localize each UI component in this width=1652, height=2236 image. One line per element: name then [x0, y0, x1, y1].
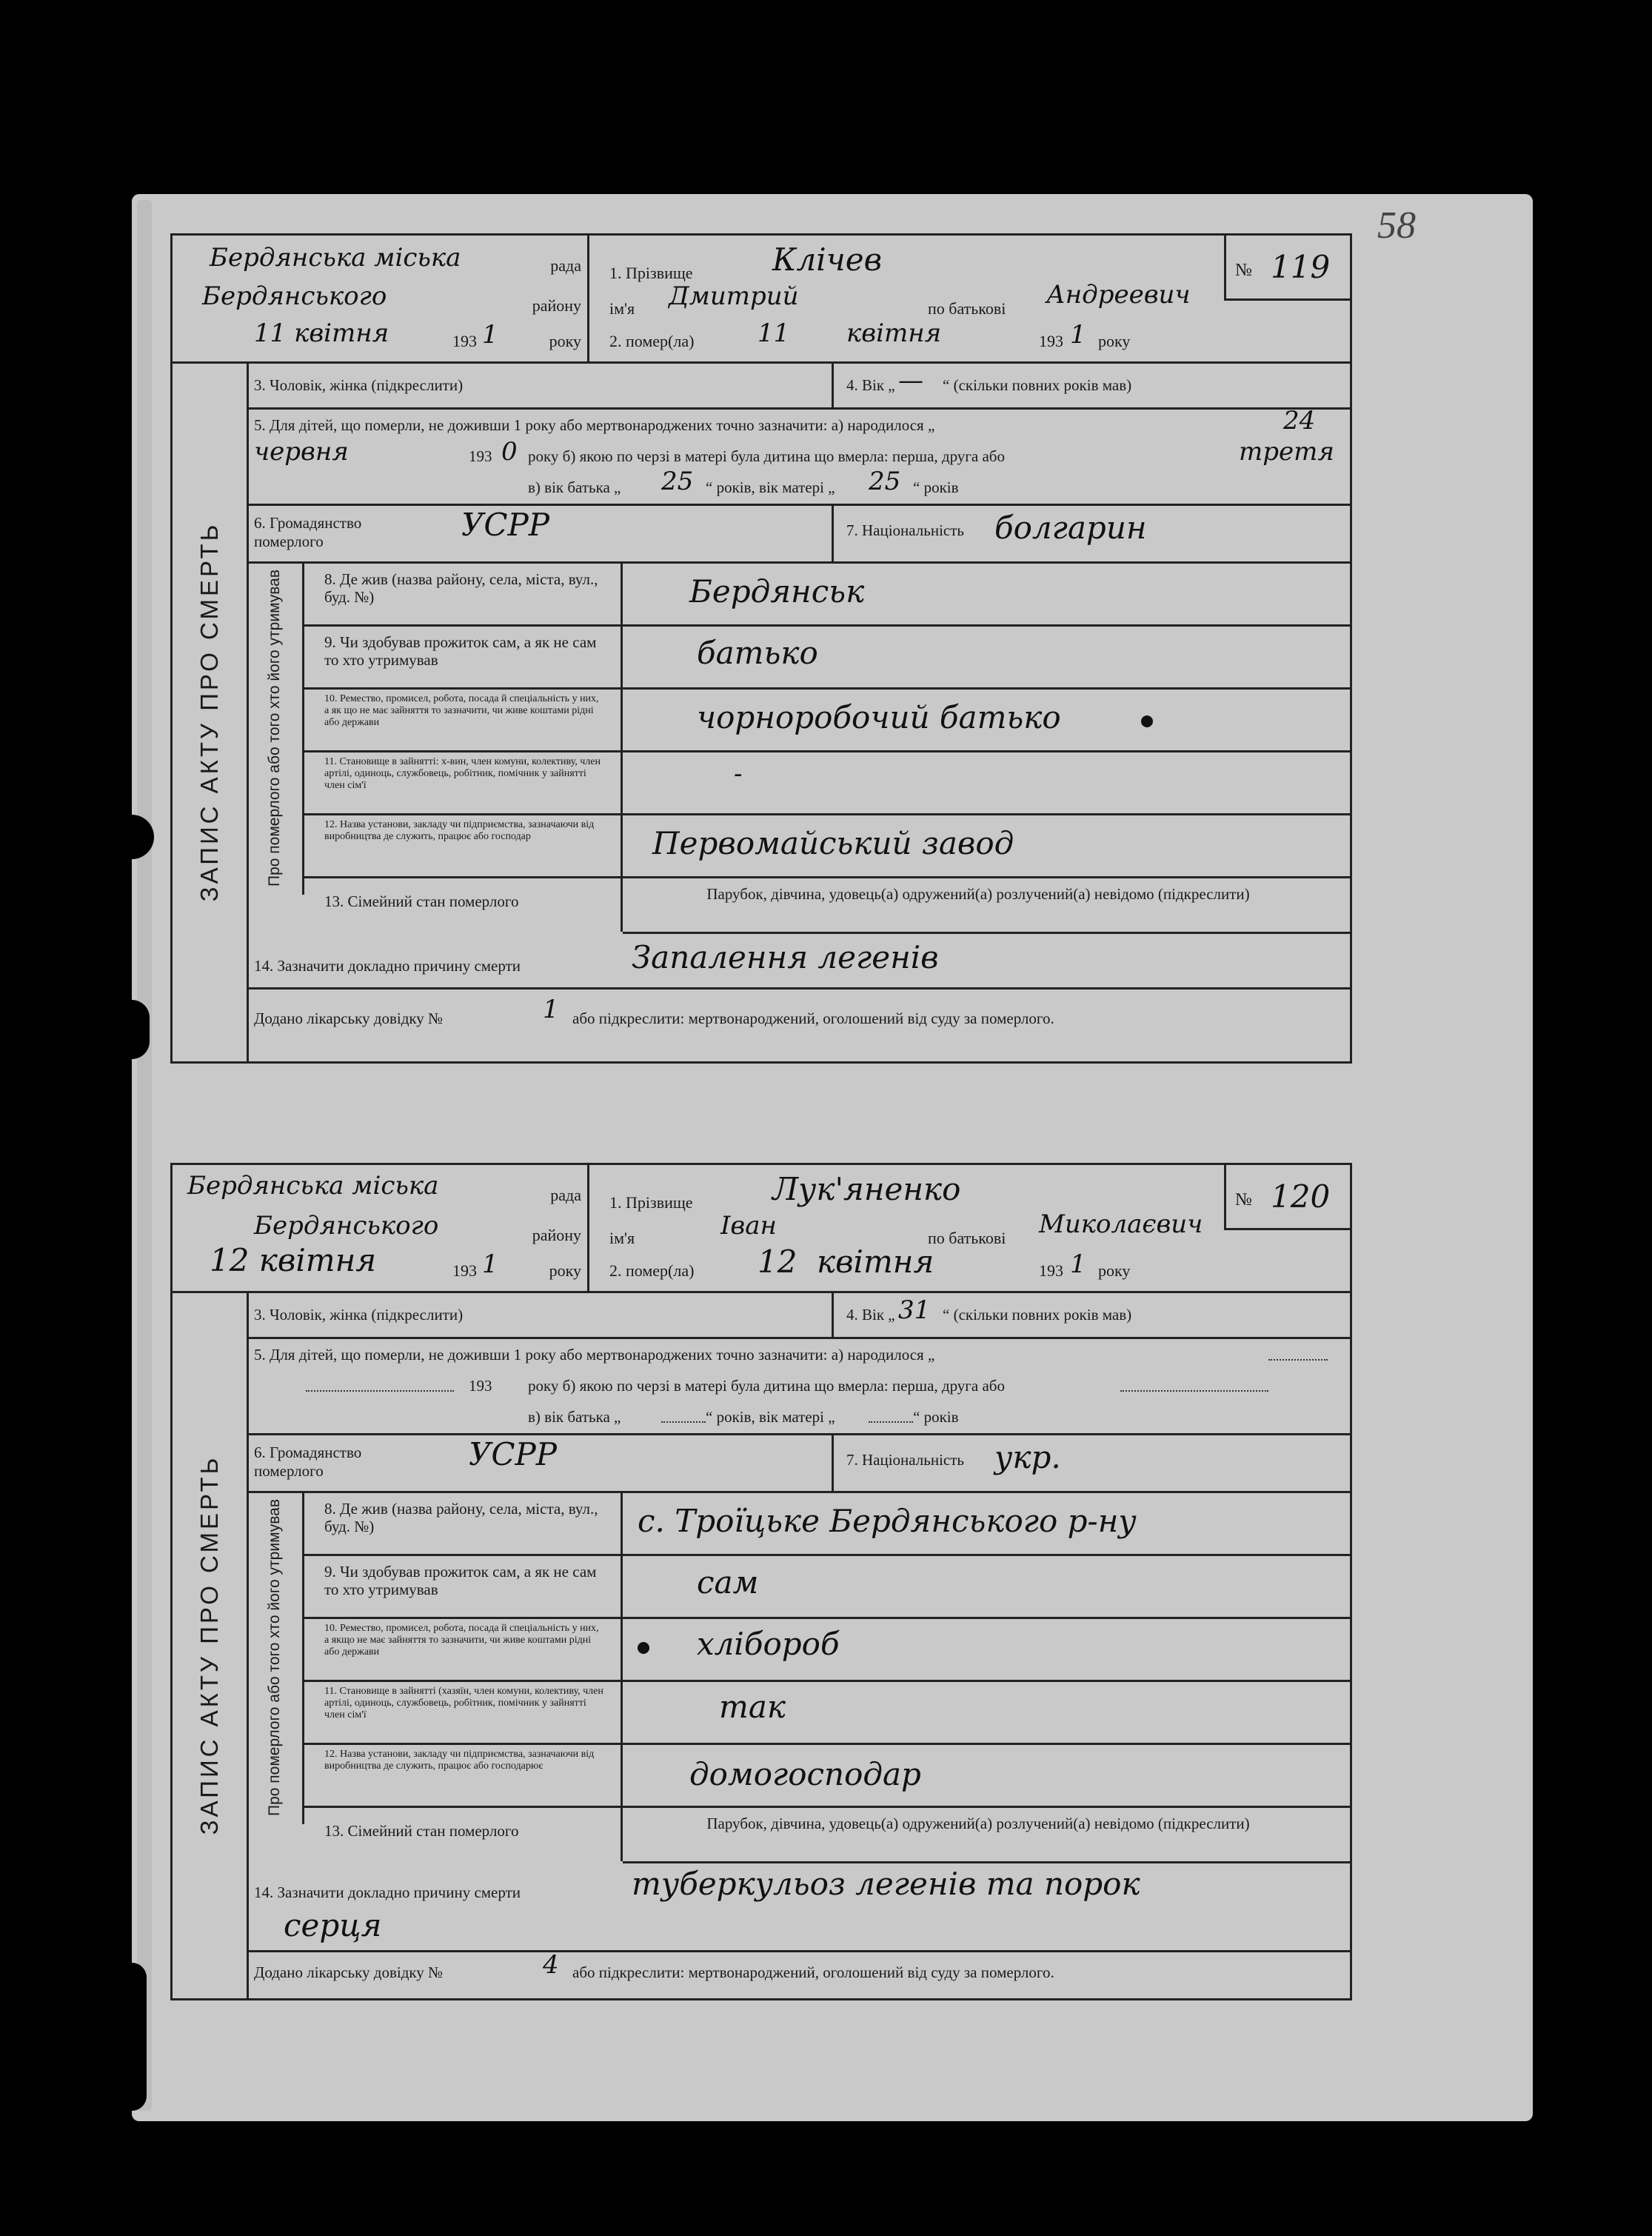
children-born-year: 0 — [501, 437, 518, 467]
blank-line — [661, 1421, 706, 1423]
record-number-box — [1224, 1165, 1352, 1230]
registry-block — [173, 1165, 589, 1291]
blank-line — [1268, 1359, 1328, 1361]
torn-edge — [132, 1000, 150, 1059]
side-title-column — [173, 361, 249, 1061]
row-13 — [302, 1806, 623, 1861]
blank-line — [869, 1421, 913, 1423]
children-text-3: року б) якою по черзі в матері була дитина що вмерла: перша, друга або — [528, 447, 1005, 465]
number-label: № — [1235, 1190, 1252, 1209]
divider — [832, 361, 834, 407]
patronymic-value: Миколаєвич — [1039, 1209, 1203, 1239]
row-10-value: чорноробочий батько — [697, 699, 1061, 735]
died-year-value: 1 — [1070, 320, 1086, 350]
nationality-value: укр. — [994, 1439, 1061, 1475]
died-month: квітня — [817, 1244, 934, 1280]
name-value: Дмитрий — [669, 281, 799, 311]
row-cause — [247, 1861, 1350, 1952]
row-citizenship — [247, 504, 1350, 564]
side-title: ЗАПИС АКТУ ПРО СМЕРТЬ — [195, 521, 223, 901]
row-10-label: 10. Ремество, промисел, робота, посада й спеціальність у них, а якщо не має зайняття то зазначити, чи живе коштами рідні або держави — [324, 1623, 599, 1658]
cause-value: Запалення легенів — [632, 939, 939, 975]
row-11 — [302, 750, 623, 815]
died-year-prefix: 193 — [1039, 332, 1063, 350]
row-9-value: сам — [697, 1564, 759, 1601]
row-children — [247, 1337, 1350, 1435]
number-label: № — [1235, 261, 1252, 280]
age-suffix: “ (скільки повних років мав) — [943, 376, 1132, 394]
about-label: Про померлого або того хто його утримував — [265, 569, 283, 887]
row-certificate — [247, 1950, 1350, 1995]
children-text-2: 193 — [469, 447, 492, 465]
row-12 — [302, 1743, 623, 1808]
died-label: 2. помер(ла) — [609, 332, 695, 350]
age-label: 4. Вік „ — [846, 376, 895, 394]
cert-value: 1 — [543, 995, 559, 1024]
rada-value: Бердянська міська — [187, 1171, 439, 1201]
date-year-prefix: 193 — [452, 1261, 477, 1280]
citizenship-label: 6. Громадянство померлого — [254, 514, 362, 550]
about-column — [247, 1491, 304, 1824]
row-sex-age — [247, 361, 1350, 410]
row-8-label: 8. Де жив (назва району, села, міста, вул., буд. №) — [324, 570, 598, 606]
blank-line — [306, 1390, 454, 1392]
row-12-value-cell — [623, 813, 1350, 878]
children-text-5: “ років, вік матері „ — [706, 478, 835, 496]
children-text-4: в) вік батька „ — [528, 478, 621, 496]
age-label: 4. Вік „ — [846, 1306, 895, 1324]
name-label: ім'я — [609, 1229, 635, 1247]
rayon-label: району — [532, 296, 581, 315]
about-column — [247, 561, 304, 895]
row-9 — [302, 624, 623, 690]
row-11-value: так — [719, 1689, 786, 1725]
row-9-value: батько — [697, 635, 818, 671]
ink-dot — [638, 1642, 649, 1654]
date-year-value: 1 — [482, 1249, 498, 1279]
cert-suffix: або підкреслити: мертвонароджений, оголошений від суду за померлого. — [572, 1009, 1054, 1027]
children-text-1: 5. Для дітей, що померли, не доживши 1 року або мертвонароджених точно зазначити: а) народилося „ — [254, 1346, 935, 1364]
divider — [832, 1291, 834, 1337]
row-8-value: Бердянськ — [689, 573, 865, 610]
record-number-box — [1224, 236, 1352, 301]
row-11 — [302, 1680, 623, 1745]
identity-block — [609, 1165, 1217, 1291]
date-value: 11 квітня — [254, 318, 389, 348]
row-9-value-cell — [623, 624, 1350, 690]
date-year-prefix: 193 — [452, 332, 477, 350]
record-number: 119 — [1271, 249, 1331, 285]
row-8 — [302, 561, 623, 627]
side-title: ЗАПИС АКТУ ПРО СМЕРТЬ — [195, 1455, 223, 1835]
died-year-prefix: 193 — [1039, 1261, 1063, 1280]
record-number: 120 — [1271, 1178, 1331, 1215]
patronymic-label: по батькові — [928, 1229, 1006, 1247]
rayon-value: Бердянського — [202, 281, 387, 311]
row-12-value: Первомайський завод — [652, 825, 1014, 861]
row-10-value-cell — [623, 687, 1350, 752]
record-header — [173, 236, 1350, 364]
died-month: квітня — [846, 318, 942, 348]
row-9-label: 9. Чи здобував прожиток сам, а як не сам то хто утримував — [324, 1563, 597, 1598]
cert-value: 4 — [543, 1950, 559, 1980]
row-cause — [247, 932, 1350, 989]
cert-label: Додано лікарську довідку № — [254, 1963, 444, 1981]
record-body — [247, 361, 1350, 1061]
rada-label: рада — [550, 1186, 581, 1204]
date-label: року — [549, 1261, 581, 1280]
row-13-label: 13. Сімейний стан померлого — [324, 892, 519, 910]
children-text-3: року б) якою по черзі в матері була дитина що вмерла: перша, друга або — [528, 1377, 1005, 1395]
citizenship-label: 6. Громадянство померлого — [254, 1444, 362, 1480]
cause-label: 14. Зазначити докладно причину смерти — [254, 957, 521, 975]
patronymic-label: по батькові — [928, 299, 1006, 318]
row-9-label: 9. Чи здобував прожиток сам, а як не сам то хто утримував — [324, 633, 597, 669]
record-header — [173, 1165, 1350, 1293]
row-8 — [302, 1491, 623, 1556]
death-record-1 — [170, 233, 1352, 1064]
rada-value: Бердянська міська — [210, 243, 461, 273]
row-12-label: 12. Назва установи, закладу чи підприємства, зазначаючи від виробництва де служить, працює або господарює — [324, 1749, 595, 1772]
nationality-label: 7. Національність — [846, 521, 965, 539]
divider — [832, 1433, 834, 1491]
row-13-label: 13. Сімейний стан померлого — [324, 1822, 519, 1840]
surname-value: Клічев — [772, 241, 883, 278]
row-8-value-cell — [623, 561, 1350, 627]
died-year-label: року — [1098, 1261, 1131, 1280]
row-11-label: 11. Становище в зайнятті (хазяїн, член комуни, колективу, член артілі, одиноць, службовець, робітник, помічник у зайнятті член сім'ї — [324, 1686, 603, 1721]
row-10 — [302, 687, 623, 752]
cause-value-line-2: серця — [284, 1907, 382, 1943]
row-12 — [302, 813, 623, 878]
surname-label: 1. Прізвище — [609, 264, 693, 282]
rayon-label: району — [532, 1226, 581, 1244]
age-value: — — [898, 366, 923, 396]
row-11-value: - — [734, 759, 743, 789]
surname-label: 1. Прізвище — [609, 1193, 693, 1212]
row-9-value-cell — [623, 1554, 1350, 1619]
date-value: 12 квітня — [210, 1242, 377, 1278]
about-label: Про померлого або того хто його утримував — [265, 1498, 283, 1817]
row-8-value-cell — [623, 1491, 1350, 1556]
page-number-mark: 58 — [1377, 204, 1416, 247]
children-text-1: 5. Для дітей, що померли, не доживши 1 року або мертвонароджених точно зазначити: а) народилося „ — [254, 416, 935, 434]
torn-edge — [132, 1963, 147, 2111]
died-year-value: 1 — [1070, 1249, 1086, 1279]
row-13-value: Парубок, дівчина, удовець(а) одружений(а) розлучений(а) невідомо (підкреслити) — [706, 1815, 1250, 1832]
row-8-value: с. Троїцьке Бердянського р-ну — [638, 1503, 1137, 1539]
date-year-value: 1 — [482, 320, 498, 350]
divider — [832, 504, 834, 561]
blank-line — [1120, 1390, 1268, 1392]
nationality-label: 7. Національність — [846, 1451, 965, 1469]
children-text-6: “ років — [913, 478, 959, 496]
row-12-value-cell — [623, 1743, 1350, 1808]
children-born-month: червня — [254, 437, 349, 467]
row-13-value-cell — [623, 1806, 1350, 1863]
citizenship-value: УСРР — [469, 1436, 558, 1472]
cert-label: Додано лікарську довідку № — [254, 1009, 444, 1027]
death-record-2 — [170, 1163, 1352, 2000]
row-13-value-cell — [623, 876, 1350, 934]
row-children — [247, 407, 1350, 506]
children-text-5: “ років, вік матері „ — [706, 1408, 835, 1426]
died-day: 12 — [758, 1244, 797, 1280]
children-text-4: в) вік батька „ — [528, 1408, 621, 1426]
citizenship-value: УСРР — [461, 507, 550, 543]
row-13 — [302, 876, 623, 932]
ink-dot — [1141, 715, 1153, 727]
row-11-value-cell — [623, 750, 1350, 815]
row-11-label: 11. Становище в зайнятті: х-вин, член комуни, колективу, член артілі, одиноць, службовець, робітник, помічник у зайнятті член сім'ї — [324, 756, 601, 791]
mother-age: 25 — [869, 467, 901, 496]
row-10-label: 10. Ремество, промисел, робота, посада й спеціальність у них, а як що не має зайняття то зазначити, чи живе коштами рідні або держави — [324, 693, 599, 728]
row-13-value: Парубок, дівчина, удовець(а) одружений(а) розлучений(а) невідомо (підкреслити) — [706, 885, 1250, 903]
date-label: року — [549, 332, 581, 350]
father-age: 25 — [661, 467, 694, 496]
row-citizenship — [247, 1433, 1350, 1493]
died-label: 2. помер(ла) — [609, 1261, 695, 1280]
registry-block — [173, 236, 589, 361]
children-text-2: 193 — [469, 1377, 492, 1395]
children-order: третя — [1239, 437, 1334, 467]
died-day: 11 — [758, 318, 790, 348]
row-8-label: 8. Де жив (назва району, села, міста, вул., буд. №) — [324, 1500, 598, 1535]
cause-value: туберкульоз легенів та порок — [632, 1866, 1140, 1902]
identity-block — [609, 236, 1217, 361]
children-born-day: 24 — [1283, 406, 1316, 435]
nationality-value: болгарин — [994, 510, 1147, 546]
row-9 — [302, 1554, 623, 1619]
cert-suffix: або підкреслити: мертвонароджений, оголошений від суду за померлого. — [572, 1963, 1054, 1981]
row-11-value-cell — [623, 1680, 1350, 1745]
rada-label: рада — [550, 256, 581, 275]
rayon-value: Бердянського — [254, 1211, 439, 1241]
children-text-6: “ років — [913, 1408, 959, 1426]
row-sex-age — [247, 1291, 1350, 1339]
record-body — [247, 1291, 1350, 1998]
row-12-value: домогосподар — [689, 1756, 921, 1792]
sex-label: 3. Чоловік, жінка (підкреслити) — [254, 1306, 464, 1324]
age-suffix: “ (скільки повних років мав) — [943, 1306, 1132, 1324]
patronymic-value: Андреевич — [1046, 280, 1191, 310]
page-edge — [137, 200, 152, 2111]
name-value: Іван — [720, 1211, 777, 1241]
died-year-label: року — [1098, 332, 1131, 350]
row-12-label: 12. Назва установи, закладу чи підприємства, зазначаючи від виробництва де служить, працює або господар — [324, 819, 595, 842]
row-10-value: хлібороб — [697, 1626, 840, 1662]
age-value: 31 — [898, 1295, 931, 1325]
side-title-column — [173, 1291, 249, 1998]
sex-label: 3. Чоловік, жінка (підкреслити) — [254, 376, 464, 394]
row-10 — [302, 1617, 623, 1682]
row-10-value-cell — [623, 1617, 1350, 1682]
row-certificate — [247, 987, 1350, 1061]
surname-value: Лук'яненко — [772, 1171, 961, 1207]
name-label: ім'я — [609, 299, 635, 318]
cause-label: 14. Зазначити докладно причину смерти — [254, 1883, 521, 1901]
